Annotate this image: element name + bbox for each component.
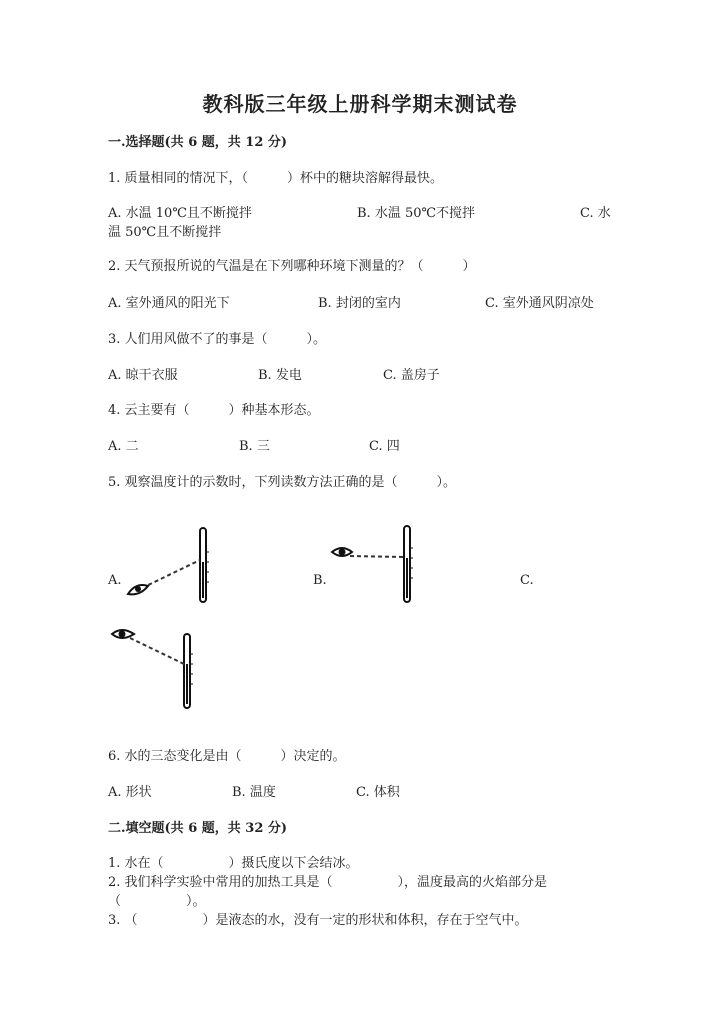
thermometer-icon [184,634,193,708]
question-3-option-b: B. 发电 [258,368,302,383]
question-4-option-b: B. 三 [239,439,270,454]
eye-icon [128,585,148,594]
question-4-option-c: C. 四 [369,439,400,454]
question-1-option-b: B. 水温 50℃不搅拌 [357,206,476,221]
question-6-stem: 6. 水的三态变化是由（ ）决定的。 [108,749,346,764]
question-4-option-a: A. 二 [108,439,139,454]
eye-icon [112,630,134,638]
question-3-stem: 3. 人们用风做不了的事是（ ）。 [108,332,327,347]
question-6-option-b: B. 温度 [232,785,276,800]
section-heading-choice: 一.选择题(共 6 题，共 12 分) [108,135,288,150]
figure-b-thermometer-reading [328,524,428,608]
fill-question-3: 3. （ ）是液态的水，没有一定的形状和体积，存在于空气中。 [108,913,528,928]
question-1-option-a: A. 水温 10℃且不断搅拌 [108,206,252,221]
fill-question-2-continued: （ ）。 [108,894,206,909]
question-2-stem: 2. 天气预报所说的气温是在下列哪种环境下测量的？（ ） [108,259,476,274]
eye-icon [332,548,352,556]
question-5-option-a: A. [108,573,122,588]
question-6-option-c: C. 体积 [356,785,400,800]
question-3-option-a: A. 晾干衣服 [108,368,178,383]
question-2-option-b: B. 封闭的室内 [318,296,401,311]
question-5-stem: 5. 观察温度计的示数时，下列读数方法正确的是（ ）。 [108,475,457,490]
question-1-stem: 1. 质量相同的情况下，（ ）杯中的糖块溶解得最快。 [108,171,444,186]
fill-question-1: 1. 水在（ ）摄氏度以下会结冰。 [108,856,359,871]
question-2-option-c: C. 室外通风阴凉处 [485,296,594,311]
sight-line [130,638,184,664]
section-heading-fill-in: 二.填空题(共 6 题，共 32 分) [108,821,288,836]
question-5-option-b: B. [313,573,327,588]
question-5-option-c: C. [520,573,534,588]
question-6-option-a: A. 形状 [108,785,152,800]
sight-line [142,560,200,588]
question-3-option-c: C. 盖房子 [383,368,440,383]
sight-line [350,556,404,557]
thermometer-icon [404,526,413,602]
question-4-stem: 4. 云主要有（ ）种基本形态。 [108,403,320,418]
question-1-option-c: C. 水 [580,206,611,221]
figure-c-thermometer-reading [108,624,208,714]
thermometer-icon [200,528,209,602]
fill-question-2: 2. 我们科学实验中常用的加热工具是（ ），温度最高的火焰部分是 [108,875,548,890]
page-title: 教科版三年级上册科学期末测试卷 [202,92,518,116]
question-1-option-c-continued: 温 50℃且不断搅拌 [108,225,222,240]
figure-a-thermometer-reading [120,522,220,612]
question-2-option-a: A. 室外通风的阳光下 [108,296,230,311]
